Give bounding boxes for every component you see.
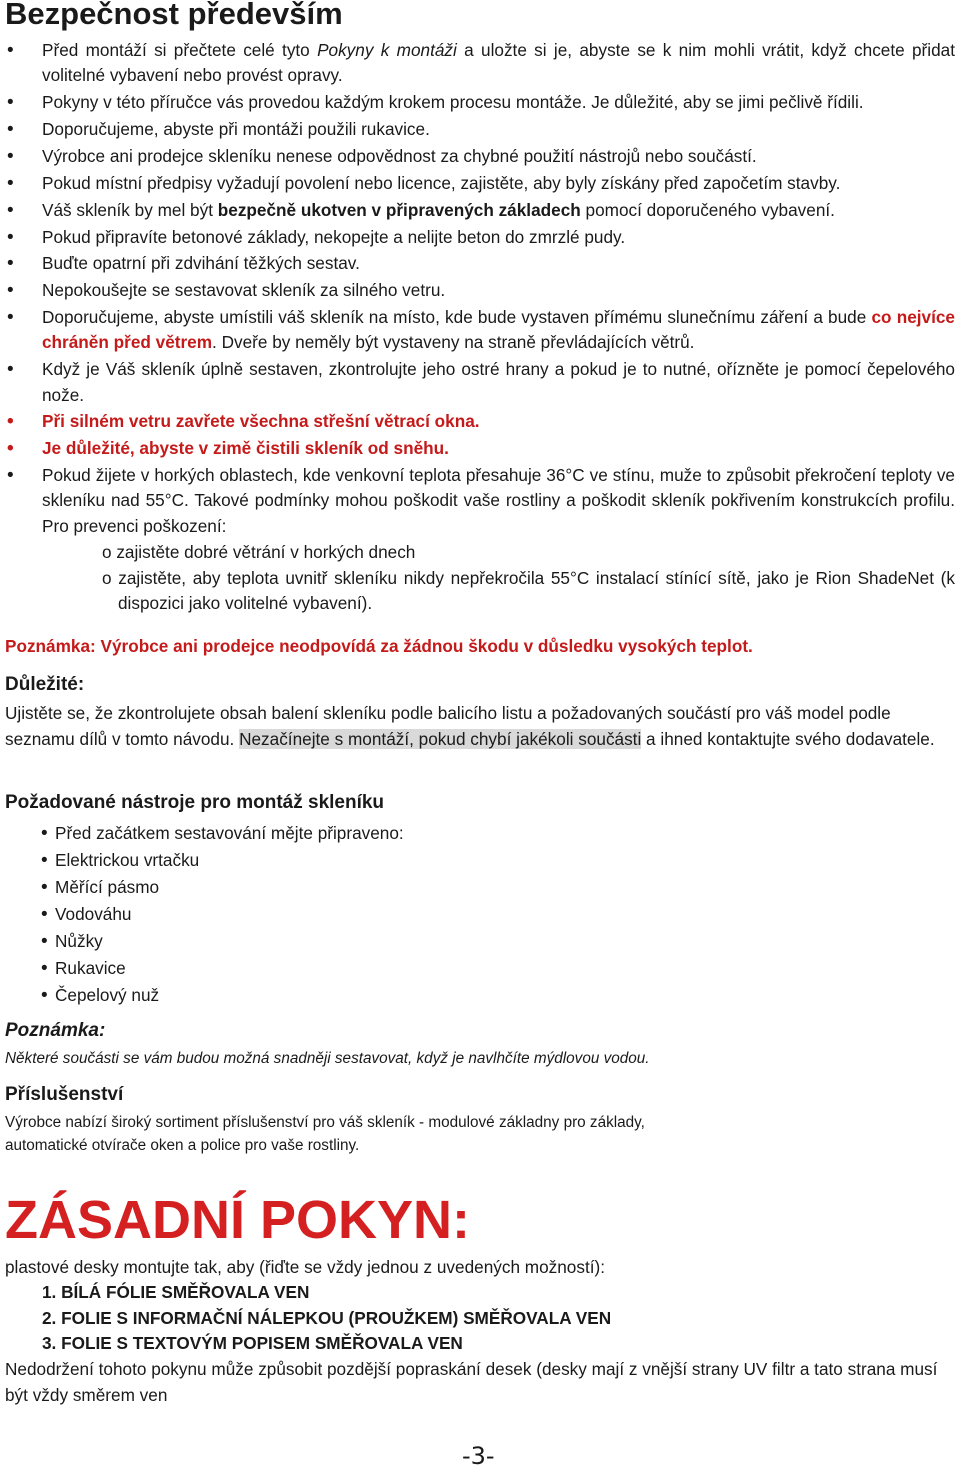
item-text: Před montáží si přečtete celé tyto (42, 40, 318, 60)
list-item: • Buďte opatrní při zdvihání těžkých sestav. (5, 251, 955, 276)
principle-heading: ZÁSADNÍ POKYN: (5, 1190, 471, 1250)
page-number: -3- (462, 1442, 495, 1470)
list-item: • Pokud místní předpisy vyžadují povolení nebo licence, zajistěte, aby byly získány před započetím stavby. (5, 171, 955, 196)
list-item: • Když je Váš skleník úplně sestaven, zkontrolujte jeho ostré hrany a pokud je to nutné, ořízněte je pomocí čepelového nože. (5, 357, 955, 407)
safety-list (5, 38, 955, 618)
item-text: Doporučujeme, abyste umístili váš skleník na místo, kde bude vystaven přímému slunečnímu záření a bude (42, 307, 872, 328)
temperature-note: Poznámka: Výrobce ani prodejce neodpovídá za žádnou škodu v důsledku vysokých teplot. (5, 636, 753, 656)
important-text-part: Ujistěte se, že zkontrolujete obsah balení skleníku podle balicího listu a požadovaných součástí pro váš model podle seznamu dílů v tomto návodu. (5, 703, 891, 749)
list-item: • Čepelový nuž (40, 982, 404, 1009)
list-item: • Vodováhu (40, 901, 404, 928)
tools-list (40, 820, 404, 1009)
list-item (5, 38, 955, 88)
important-highlight: Nezačínejte s montáží, pokud chybí jakékoli součásti (239, 728, 642, 749)
item-emphasis: Pokyny k montáži (317, 40, 457, 60)
list-item-warning: • Je důležité, abyste v zimě čistili skleník od sněhu. (5, 436, 955, 461)
sub-list-item: o zajistěte, aby teplota uvnitř skleníku nikdy nepřekročila 55°C instalací stínící sítě, jako je Rion ShadeNet (k dispozici jako volitelné vybavení). (102, 568, 955, 614)
important-text-part: a ihned kontaktujte svého dodavatele. (641, 728, 935, 749)
list-item: • Měřící pásmo (40, 874, 404, 901)
list-item: • Pokud připravíte betonové základy, nekopejte a nelijte beton do zmrzlé pudy. (5, 225, 955, 250)
item-text: Pokud žijete v horkých oblastech, kde venkovní teplota přesahuje 36°C ve stínu, muže to způsobit překročení teploty ve skleníku nad 55°C. Takové podmínky mohou poškodit vaše rostliny a poškodit skleník pokřivením konstrukcích profilu. Pro prevenci poškození: (42, 465, 955, 536)
principle-intro: plastové desky montujte tak, aby (řiďte se vždy jednou z uvedených možností): (5, 1257, 606, 1277)
item-strong: bezpečně ukotven v připravených základech (217, 199, 581, 220)
list-item: 3. FOLIE S TEXTOVÝM POPISEM SMĚŘOVALA VEN (42, 1333, 463, 1353)
item-text: a uložte si je, abyste se k nim mohli vrátit, když chcete přidat volitelné vybavení nebo provést opravy. (42, 40, 955, 86)
list-item: 1. BÍLÁ FÓLIE SMĚŘOVALA VEN (42, 1282, 310, 1302)
sub-list-item: o zajistěte dobré větrání v horkých dnech (102, 541, 416, 562)
page-title: Bezpečnost především (5, 0, 343, 31)
note-text: Některé součásti se vám budou možná snadněji sestavovat, když je navlhčíte mýdlovou vodou. (5, 1050, 650, 1067)
note-heading: Poznámka: (5, 1020, 106, 1041)
list-item (5, 198, 955, 223)
list-item-warning: • Při silném vetru zavřete všechna střešní větrací okna. (5, 409, 955, 434)
list-item: • Nůžky (40, 928, 404, 955)
list-item: • Nepokoušejte se sestavovat skleník za silného vetru. (5, 278, 955, 303)
sub-list (42, 540, 955, 617)
item-text: Váš skleník by mel být (42, 199, 218, 220)
list-item: • Doporučujeme, abyste při montáži použili rukavice. (5, 117, 955, 142)
list-item: • Pokyny v této příručce vás provedou každým krokem procesu montáže. Je důležité, aby se jimi pečlivě řídili. (5, 90, 955, 115)
important-heading: Důležité: (5, 674, 85, 695)
list-item: • Rukavice (40, 955, 404, 982)
accessories-heading: Příslušenství (5, 1084, 124, 1105)
accessories-line: Výrobce nabízí široký sortiment příslušenství pro váš skleník - modulové základny pro základy, (5, 1114, 645, 1131)
list-item: 2. FOLIE S INFORMAČNÍ NÁLEPKOU (PROUŽKEM) SMĚŘOVALA VEN (42, 1307, 612, 1328)
item-text: pomocí doporučeného vybavení. (580, 199, 835, 220)
item-text: . Dveře by neměly být vystaveny na straně převládajících větrů. (212, 332, 695, 353)
tools-heading: Požadované nástroje pro montáž skleníku (5, 792, 385, 813)
accessories-line: automatické otvírače oken a police pro vaše rostliny. (5, 1137, 360, 1154)
important-text (5, 701, 940, 752)
list-item (5, 305, 955, 355)
list-item: • Elektrickou vrtačku (40, 847, 404, 874)
list-item (5, 463, 955, 616)
list-item: • Výrobce ani prodejce skleníku nenese odpovědnost za chybné použití nástrojů nebo součástí. (5, 144, 955, 169)
principle-footer: Nedodržení tohoto pokynu může způsobit pozdější popraskání desek (desky mají z vnější strany UV filtr a tato strana musí být vždy směrem ven (5, 1359, 938, 1405)
list-item: • Před začátkem sestavování mějte připraveno: (40, 820, 404, 847)
principle-options (42, 1280, 611, 1357)
item-warning: co nejvíce chráněn před větrem (42, 307, 955, 353)
